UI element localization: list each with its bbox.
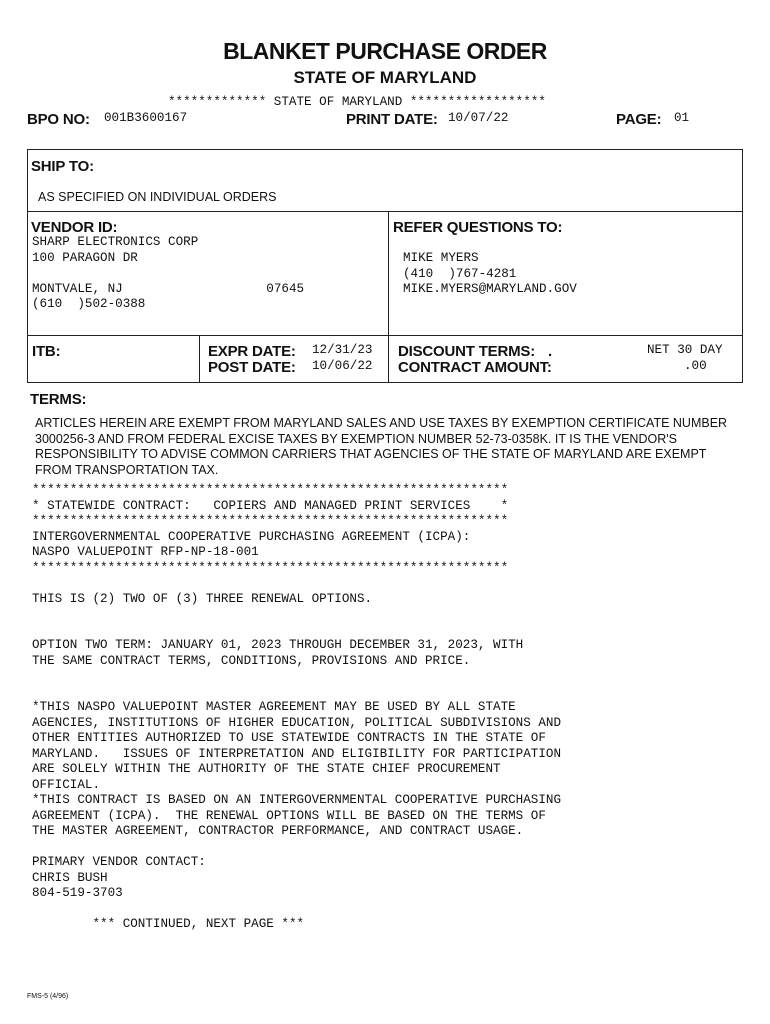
contract-amount-value: .00 [684,359,707,373]
body-line: *************************************************************** [32,560,509,575]
contract-amount-label: CONTRACT AMOUNT: [398,359,552,376]
print-date-label: PRINT DATE: [346,111,438,128]
order-body-text [32,483,561,933]
bpo-number-label: BPO NO: [27,111,90,128]
divider-itb-dates [199,335,200,383]
terms-label: TERMS: [30,391,87,408]
body-line: PRIMARY VENDOR CONTACT: [32,855,206,869]
body-line: THE MASTER AGREEMENT, CONTRACTOR PERFORMANCE, AND CONTRACT USAGE. [32,824,524,838]
post-date-value: 10/06/22 [312,359,373,373]
body-line: AGREEMENT (ICPA). THE RENEWAL OPTIONS WILL BE BASED ON THE TERMS OF [32,808,546,823]
refer-line: MIKE MYERS [403,251,479,265]
body-line [32,669,561,685]
divider-vendor-refer [388,211,389,383]
vendor-id-label: VENDOR ID: [31,219,118,236]
form-number: FMS-5 (4/96) [27,993,69,1000]
expr-date-value: 12/31/23 [312,343,373,357]
body-line: *THIS NASPO VALUEPOINT MASTER AGREEMENT MAY BE USED BY ALL STATE [32,700,516,714]
body-line: CHRIS BUSH [32,870,108,885]
body-line: INTERGOVERNMENTAL COOPERATIVE PURCHASING AGREEMENT (ICPA): [32,529,471,544]
body-line [32,685,561,701]
terms-text: ARTICLES HEREIN ARE EXEMPT FROM MARYLAND SALES AND USE TAXES BY EXEMPTION CERTIFICATE NUMBER 3000256-3 AND FROM FEDERAL EXCISE TAXES BY EXEMPTION NUMBER 52-73-0358K. IT IS THE VENDOR'S RESPONSIBILITY TO ADVISE COMMON CARRIERS THAT AGENCIES OF THE STATE OF MARYLAND ARE EXEMPT FROM TRANSPORTATION TAX. [35,416,728,477]
body-line [32,623,561,639]
body-line: *************************************************************** [32,514,509,528]
body-line: THIS IS (2) TWO OF (3) THREE RENEWAL OPTIONS. [32,591,373,606]
body-line: OFFICIAL. [32,777,101,792]
body-line: * STATEWIDE CONTRACT: COPIERS AND MANAGED PRINT SERVICES * [32,498,509,513]
page-value: 01 [674,111,690,125]
body-line [32,576,561,592]
print-date-value: 10/07/22 [448,111,509,125]
vendor-line [32,266,304,282]
page-label: PAGE: [616,111,662,128]
body-line: *** CONTINUED, NEXT PAGE *** [32,917,305,931]
discount-terms-value: NET 30 DAY [647,343,723,357]
vendor-line: SHARP ELECTRONICS CORP [32,235,199,249]
itb-label: ITB: [32,343,61,360]
divider-ship-vendor [27,211,743,212]
state-banner: ************* STATE OF MARYLAND ****************** [168,95,546,109]
ship-to-value: AS SPECIFIED ON INDIVIDUAL ORDERS [38,190,277,204]
body-line: NASPO VALUEPOINT RFP-NP-18-001 [32,545,259,559]
refer-questions-label: REFER QUESTIONS TO: [393,219,563,236]
body-line: OTHER ENTITIES AUTHORIZED TO USE STATEWIDE CONTRACTS IN THE STATE OF [32,731,546,745]
body-line: AGENCIES, INSTITUTIONS OF HIGHER EDUCATION, POLITICAL SUBDIVISIONS AND [32,715,562,730]
body-line [32,607,561,623]
expr-date-label: EXPR DATE: [208,343,296,360]
vendor-address [32,235,304,313]
body-line: ARE SOLELY WITHIN THE AUTHORITY OF THE STATE CHIEF PROCUREMENT [32,762,501,776]
document-title: BLANKET PURCHASE ORDER [223,38,547,64]
body-line: OPTION TWO TERM: JANUARY 01, 2023 THROUGH DECEMBER 31, 2023, WITH [32,638,524,652]
refer-line: (410 )767-4281 [403,266,517,281]
discount-terms-dot: . [548,343,552,360]
discount-terms-label: DISCOUNT TERMS: [398,343,535,360]
body-line: 804-519-3703 [32,886,123,900]
body-line: THE SAME CONTRACT TERMS, CONDITIONS, PROVISIONS AND PRICE. [32,653,471,668]
refer-line: MIKE.MYERS@MARYLAND.GOV [403,282,577,296]
body-line [32,902,561,918]
body-line: MARYLAND. ISSUES OF INTERPRETATION AND ELIGIBILITY FOR PARTICIPATION [32,746,562,761]
body-line [32,840,561,856]
refer-contact [403,251,577,298]
body-line: *THIS CONTRACT IS BASED ON AN INTERGOVERNMENTAL COOPERATIVE PURCHASING [32,793,562,807]
vendor-line: (610 )502-0388 [32,297,146,311]
bpo-number-value: 001B3600167 [104,111,188,125]
post-date-label: POST DATE: [208,359,296,376]
ship-to-label: SHIP TO: [31,158,94,175]
body-line: *************************************************************** [32,483,509,497]
vendor-line: 100 PARAGON DR [32,250,138,265]
document-subtitle: STATE OF MARYLAND [293,68,477,87]
divider-vendor-itb [27,335,743,336]
vendor-line: MONTVALE, NJ 07645 [32,281,305,296]
